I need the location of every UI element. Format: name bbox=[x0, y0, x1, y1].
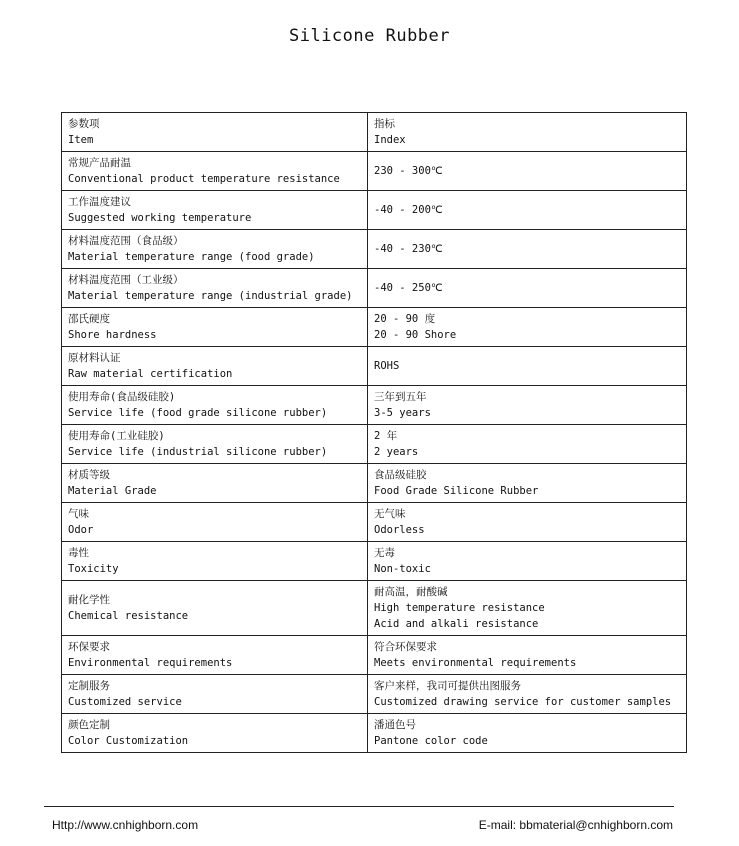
parameter-text: Color Customization bbox=[68, 735, 189, 747]
value-text: 潘通色号 bbox=[374, 719, 416, 731]
value-text: 230 - 300℃ bbox=[374, 165, 443, 177]
parameter-text: 常规产品耐温 bbox=[68, 157, 131, 169]
table-row bbox=[62, 542, 687, 581]
parameter-cell bbox=[62, 714, 368, 753]
value-text: Index bbox=[374, 134, 406, 146]
value-cell bbox=[368, 542, 687, 581]
parameter-text: Item bbox=[68, 134, 94, 146]
parameter-cell bbox=[62, 503, 368, 542]
table-row bbox=[62, 714, 687, 753]
table-row bbox=[62, 347, 687, 386]
parameter-text: Shore hardness bbox=[68, 329, 157, 341]
parameter-text: Environmental requirements bbox=[68, 657, 233, 669]
parameter-text: 定制服务 bbox=[68, 680, 110, 692]
parameter-cell bbox=[62, 230, 368, 269]
value-cell bbox=[368, 425, 687, 464]
parameter-text: Odor bbox=[68, 524, 94, 536]
value-text: 无毒 bbox=[374, 547, 395, 559]
parameter-text: Raw material certification bbox=[68, 368, 233, 380]
value-text: 2 years bbox=[374, 446, 419, 458]
value-text: High temperature resistance bbox=[374, 602, 545, 614]
value-text: -40 - 200℃ bbox=[374, 204, 443, 216]
value-cell bbox=[368, 714, 687, 753]
table-row bbox=[62, 113, 687, 152]
table-row bbox=[62, 425, 687, 464]
parameter-cell bbox=[62, 636, 368, 675]
value-text: Food Grade Silicone Rubber bbox=[374, 485, 539, 497]
table-row bbox=[62, 581, 687, 636]
value-text: ROHS bbox=[374, 360, 400, 372]
parameter-text: 环保要求 bbox=[68, 641, 110, 653]
table-row bbox=[62, 230, 687, 269]
parameter-cell bbox=[62, 152, 368, 191]
value-text: 3-5 years bbox=[374, 407, 431, 419]
value-text: 客户来样，我司可提供出图服务 bbox=[374, 680, 521, 692]
table-row bbox=[62, 636, 687, 675]
parameter-cell bbox=[62, 542, 368, 581]
parameter-text: 颜色定制 bbox=[68, 719, 110, 731]
value-text: 耐高温，耐酸碱 bbox=[374, 586, 448, 598]
value-text: Odorless bbox=[374, 524, 425, 536]
parameter-text: 参数项 bbox=[68, 118, 100, 130]
value-text: 符合环保要求 bbox=[374, 641, 437, 653]
table-row bbox=[62, 269, 687, 308]
parameter-cell bbox=[62, 464, 368, 503]
parameter-cell bbox=[62, 347, 368, 386]
parameter-text: Toxicity bbox=[68, 563, 119, 575]
parameter-text: 使用寿命(工业硅胶) bbox=[68, 430, 165, 442]
parameter-text: 毒性 bbox=[68, 547, 89, 559]
value-cell bbox=[368, 191, 687, 230]
value-cell bbox=[368, 269, 687, 308]
parameter-text: Service life (industrial silicone rubber) bbox=[68, 446, 328, 458]
parameter-cell bbox=[62, 581, 368, 636]
value-text: 食品级硅胶 bbox=[374, 469, 427, 481]
value-text: 指标 bbox=[374, 118, 395, 130]
value-text: 三年到五年 bbox=[374, 391, 427, 403]
table-row bbox=[62, 191, 687, 230]
footer-email: E-mail: bbmaterial@cnhighborn.com bbox=[478, 818, 673, 832]
table-row bbox=[62, 503, 687, 542]
spec-table bbox=[61, 112, 687, 753]
parameter-text: 气味 bbox=[68, 508, 89, 520]
value-text: Acid and alkali resistance bbox=[374, 618, 539, 630]
value-cell bbox=[368, 386, 687, 425]
parameter-cell bbox=[62, 308, 368, 347]
parameter-text: 邵氏硬度 bbox=[68, 313, 110, 325]
parameter-text: Customized service bbox=[68, 696, 182, 708]
table-row bbox=[62, 308, 687, 347]
parameter-text: Material temperature range (food grade) bbox=[68, 251, 315, 263]
parameter-text: 原材料认证 bbox=[68, 352, 121, 364]
parameter-cell bbox=[62, 425, 368, 464]
page-title: Silicone Rubber bbox=[288, 26, 451, 46]
parameter-cell bbox=[62, 191, 368, 230]
value-cell bbox=[368, 308, 687, 347]
parameter-text: 材料温度范围（工业级） bbox=[68, 274, 184, 286]
value-cell bbox=[368, 113, 687, 152]
table-row bbox=[62, 386, 687, 425]
value-cell bbox=[368, 675, 687, 714]
footer-website: Http://www.cnhighborn.com bbox=[52, 818, 199, 832]
value-cell bbox=[368, 464, 687, 503]
value-text: -40 - 250℃ bbox=[374, 282, 443, 294]
parameter-cell bbox=[62, 269, 368, 308]
parameter-text: Chemical resistance bbox=[68, 610, 189, 622]
value-cell bbox=[368, 503, 687, 542]
parameter-text: 工作温度建议 bbox=[68, 196, 131, 208]
value-text: 20 - 90 Shore bbox=[374, 329, 457, 341]
parameter-text: 材质等级 bbox=[68, 469, 110, 481]
value-cell bbox=[368, 347, 687, 386]
parameter-text: Material Grade bbox=[68, 485, 157, 497]
value-text: Non-toxic bbox=[374, 563, 431, 575]
value-cell bbox=[368, 230, 687, 269]
parameter-text: Material temperature range (industrial grade) bbox=[68, 290, 353, 302]
parameter-text: 材料温度范围（食品级） bbox=[68, 235, 184, 247]
parameter-text: Conventional product temperature resistance bbox=[68, 173, 340, 185]
parameter-cell bbox=[62, 386, 368, 425]
value-text: -40 - 230℃ bbox=[374, 243, 443, 255]
value-text: 2 年 bbox=[374, 430, 398, 442]
parameter-cell bbox=[62, 113, 368, 152]
value-text: Meets environmental requirements bbox=[374, 657, 577, 669]
value-text: 20 - 90 度 bbox=[374, 313, 436, 325]
value-cell bbox=[368, 636, 687, 675]
parameter-text: Service life (food grade silicone rubber) bbox=[68, 407, 328, 419]
value-text: Customized drawing service for customer samples bbox=[374, 696, 672, 708]
value-text: 无气味 bbox=[374, 508, 406, 520]
value-text: Pantone color code bbox=[374, 735, 488, 747]
parameter-text: 耐化学性 bbox=[68, 594, 110, 606]
table-row bbox=[62, 675, 687, 714]
parameter-text: 使用寿命(食品级硅胶) bbox=[68, 391, 176, 403]
footer-divider bbox=[44, 806, 674, 807]
table-row bbox=[62, 152, 687, 191]
parameter-text: Suggested working temperature bbox=[68, 212, 252, 224]
value-cell bbox=[368, 581, 687, 636]
value-cell bbox=[368, 152, 687, 191]
table-row bbox=[62, 464, 687, 503]
parameter-cell bbox=[62, 675, 368, 714]
